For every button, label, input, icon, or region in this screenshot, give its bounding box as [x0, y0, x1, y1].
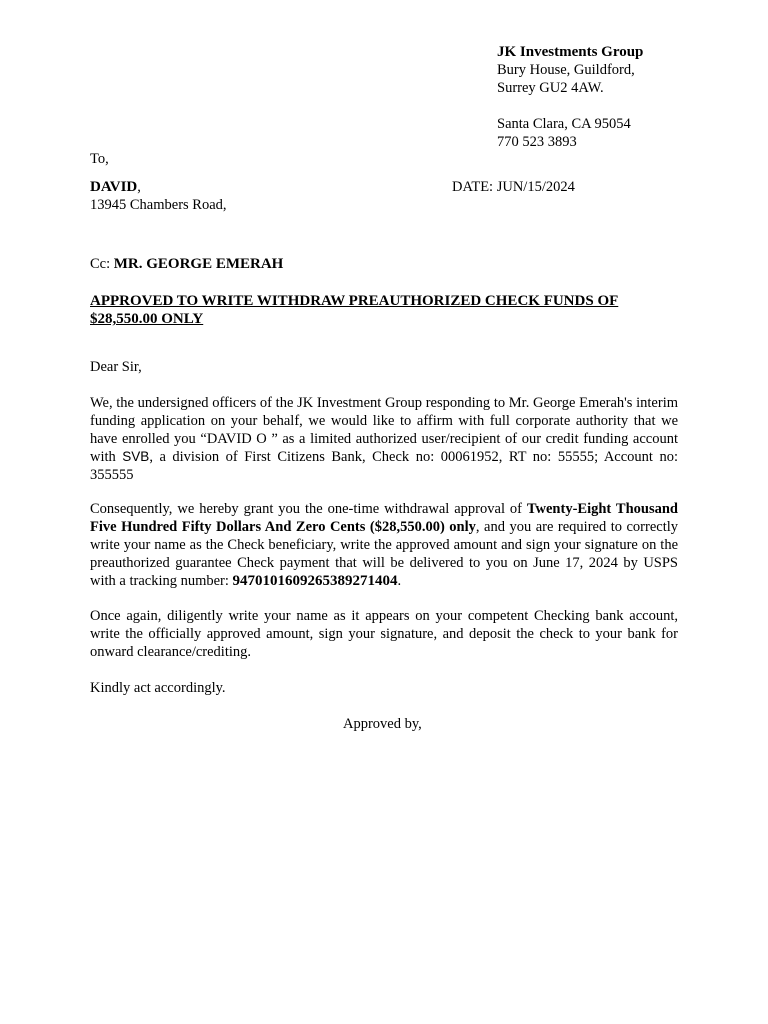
- letterhead: [497, 43, 737, 151]
- paragraph-2-text-b: , and you are required to correctly write your name as the Check beneficiary, write the approved amount and sign your signature on the preauthorized guarantee Check payment that will be delivered to you on June 17, 2024 by USPS with a tracking number:: [90, 519, 679, 589]
- cc-label: Cc:: [90, 256, 114, 272]
- subject-line-2: $28,550.00 ONLY: [90, 311, 204, 327]
- recipient-name-suffix: ,: [137, 179, 141, 195]
- address-line-2: Surrey GU2 4AW.: [497, 80, 604, 96]
- closing-line: Kindly act accordingly.: [90, 680, 226, 696]
- tracking-number: 9470101609265389271404: [232, 573, 398, 589]
- address-line-3: Santa Clara, CA 95054: [497, 116, 631, 132]
- address-line-1: Bury House, Guildford,: [497, 62, 635, 78]
- subject-heading: [90, 292, 680, 328]
- letter-date: DATE: JUN/15/2024: [452, 179, 575, 195]
- recipient-block: [90, 178, 227, 214]
- recipient-name: DAVID: [90, 179, 138, 195]
- bank-name-svb: SVB: [122, 449, 150, 464]
- recipient-address: 13945 Chambers Road,: [90, 197, 227, 213]
- to-label: To,: [90, 151, 109, 167]
- subject-line-1: APPROVED TO WRITE WITHDRAW PREAUTHORIZED CHECK FUNDS OF: [90, 293, 619, 309]
- spacer: [497, 97, 737, 115]
- salutation: Dear Sir,: [90, 359, 142, 375]
- paragraph-2-text-a: Consequently, we hereby grant you the one-time withdrawal approval of: [90, 501, 527, 517]
- paragraph-instructions: Once again, diligently write your name as it appears on your competent Checking bank account, write the officially approved amount, sign your signature, and deposit the check to your bank for onward clearance/crediting.: [90, 608, 678, 660]
- cc-line: [90, 255, 283, 273]
- approved-amount: Twenty-Eight Thousand Five Hundred Fifty Dollars And Zero Cents ($28,550.00) only: [90, 501, 678, 535]
- paragraph-approval: [90, 500, 678, 590]
- company-name: JK Investments Group: [497, 44, 644, 60]
- approved-by: Approved by,: [343, 716, 422, 732]
- phone-number: 770 523 3893: [497, 134, 577, 150]
- cc-name: MR. GEORGE EMERAH: [113, 256, 284, 272]
- paragraph-2-text-c: .: [397, 573, 402, 589]
- paragraph-1-text-a: We, the undersigned officers of the JK Investment Group responding to Mr. George Emerah's interim funding application on your behalf, we would like to affirm with full corporate authority that we have enrolled you “DAVID O ” as a limited authorized user/recipient of our credit funding account with: [90, 395, 678, 465]
- paragraph-1-text-b: , a division of First Citizens Bank, Check no: 00061952, RT no: 55555; Account no: 355555: [90, 449, 678, 483]
- paragraph-enrollment: [90, 394, 678, 484]
